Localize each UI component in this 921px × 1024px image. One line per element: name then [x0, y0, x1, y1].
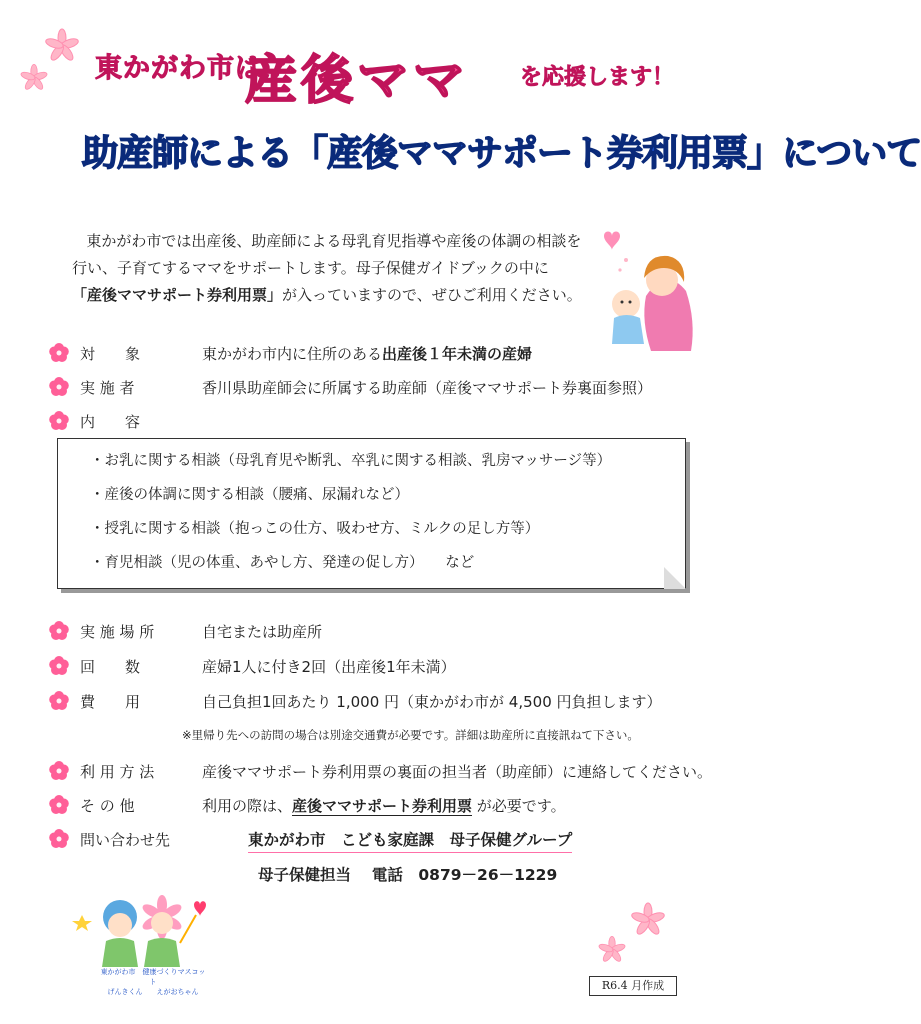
flower-decoration-icon: [592, 900, 672, 972]
title-part1: 東かがわ市は: [95, 53, 263, 84]
provider-value: 香川県助産師会に所属する助産師（産後ママサポート券裏面参照）: [202, 378, 653, 397]
row-cost: [48, 690, 662, 712]
label-count: 回 数: [80, 657, 141, 676]
place-value: 自宅または助産所: [202, 622, 323, 641]
target-bold: 出産後１年未満の産婦: [382, 344, 533, 363]
content-box: [57, 438, 686, 589]
intro-line2: 行い、子育てするママをサポートします。母子保健ガイドブックの中に: [72, 259, 549, 277]
label-method: 利 用 方 法: [80, 762, 155, 781]
contact-department: 東かがわ市 こども家庭課 母子保健グループ: [248, 828, 572, 853]
title-main: 産後ママ: [245, 51, 470, 111]
row-provider: [48, 376, 652, 398]
content-item: ・育児相談（児の体重、あやし方、発達の促し方） など: [90, 555, 475, 571]
intro-line3-rest: が入っていますので、ぜひご利用ください。: [282, 286, 582, 304]
count-value: 産婦1人に付き2回（出産後1年未満）: [202, 657, 456, 676]
flower-bullet-icon: [48, 342, 70, 364]
flower-bullet-icon: [48, 620, 70, 642]
label-place: 実 施 場 所: [80, 622, 155, 641]
subtitle: 助産師による「産後ママサポート券利用票」について: [82, 133, 921, 174]
flower-bullet-icon: [48, 794, 70, 816]
cost-value: 自己負担1回あたり 1,000 円（東かがわ市が 4,500 円負担します）: [202, 692, 662, 711]
other-suffix: が必要です。: [472, 796, 566, 815]
flower-bullet-icon: [48, 828, 70, 850]
mascot-names: げんきくん えがおちゃん: [107, 988, 199, 996]
row-inquiry: [48, 828, 202, 850]
content-item: ・産後の体調に関する相談（腰痛、尿漏れなど）: [90, 487, 409, 503]
flower-bullet-icon: [48, 410, 70, 432]
label-other: そ の 他: [80, 796, 135, 815]
flower-decoration-icon: [12, 28, 92, 100]
row-count: [48, 655, 456, 677]
label-inquiry: 問い合わせ先: [80, 830, 171, 849]
page-fold-icon: [664, 567, 686, 589]
row-method: [48, 760, 712, 782]
label-target: 対 象: [80, 344, 141, 363]
title-part3: を応援します！: [520, 65, 675, 90]
mother-baby-illustration: [596, 226, 696, 356]
row-other: [48, 794, 566, 816]
label-provider: 実 施 者: [80, 378, 135, 397]
flower-bullet-icon: [48, 690, 70, 712]
travel-cost-note: ※里帰り先への訪問の場合は別途交通費が必要です。詳細は助産所に直接訊ねて下さい。: [182, 728, 639, 742]
creation-date: R6.4 月作成: [589, 976, 677, 996]
flower-bullet-icon: [48, 376, 70, 398]
mascot-caption: [98, 967, 208, 997]
other-prefix: 利用の際は、: [202, 796, 293, 815]
other-underlined: 産後ママサポート券利用票: [292, 796, 473, 815]
intro-text: [72, 228, 592, 309]
flower-bullet-icon: [48, 760, 70, 782]
row-content: [48, 410, 202, 432]
method-value: 産後ママサポート券利用票の裏面の担当者（助産師）に連絡してください。: [202, 762, 713, 781]
intro-line3-bold: 「産後ママサポート券利用票」: [72, 286, 283, 304]
row-target: [48, 342, 532, 364]
intro-line1: 東かがわ市では出産後、助産師による母乳育児指導や産後の体調の相談を: [86, 232, 582, 250]
mascot-illustration: [72, 893, 212, 973]
content-item: ・お乳に関する相談（母乳育児や断乳、卒乳に関する相談、乳房マッサージ等）: [90, 453, 612, 469]
flower-bullet-icon: [48, 655, 70, 677]
label-content: 内 容: [80, 412, 141, 431]
row-place: [48, 620, 322, 642]
mascot-caption-top: 東かがわ市 健康づくりマスコット: [100, 968, 206, 986]
content-item: ・授乳に関する相談（抱っこの仕方、吸わせ方、ミルクの足し方等）: [90, 521, 540, 537]
contact-phone: 母子保健担当 電話 0879－26－1229: [258, 866, 558, 884]
label-cost: 費 用: [80, 692, 141, 711]
target-prefix: 東かがわ市内に住所のある: [202, 344, 383, 363]
